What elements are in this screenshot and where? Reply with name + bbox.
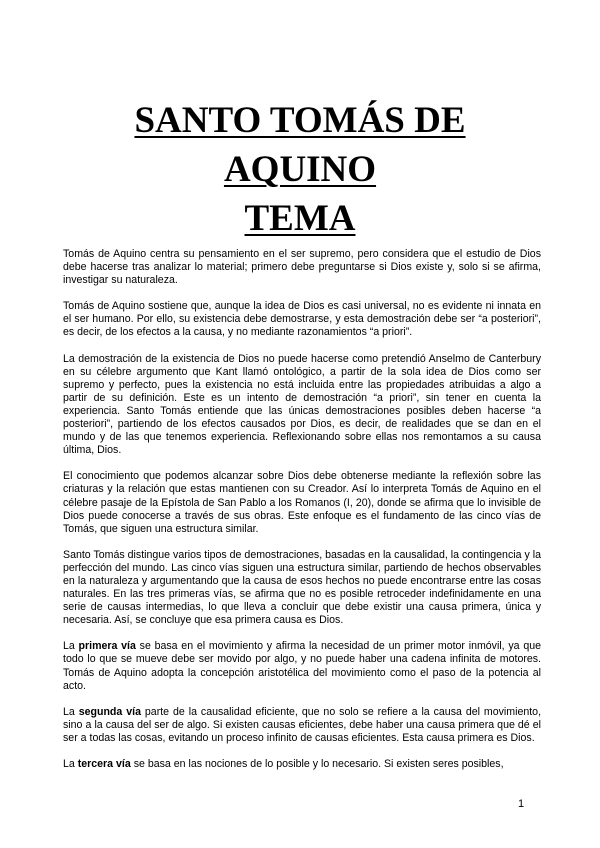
paragraph-rest: se basa en el movimiento y afirma la necesidad de un primer motor inmóvil, ya que todo lo que se mueve debe ser movido por algo, y no puede haber una cadena infinita de motores. Tomás de Aquino adopta la concepción aristotélica del movimiento como el paso de la potencia al acto. — [63, 640, 541, 692]
bold-term: primera vía — [78, 640, 136, 653]
title-line-1: SANTO TOMÁS DE — [134, 100, 466, 141]
paragraph-intro: Tomás de Aquino centra su pensamiento en el ser supremo, pero considera que el estudio de Dios debe hacerse tras analizar lo material; primero debe preguntarse si Dios existe y, solo si se afirma, investigar su naturaleza. — [63, 248, 541, 287]
paragraph-rest: parte de la causalidad eficiente, que no solo se refiere a la causa del movimiento, sino a la causa del ser de algo. Si existen causas eficientes, debe haber una causa primera que dé el ser a todas las cosas, evitando un proceso infinito de causas eficientes. Esta causa primera es Dios. — [63, 705, 542, 744]
title-line-2: AQUINO — [223, 149, 377, 190]
paragraph-prefix: La — [63, 758, 78, 770]
document-title — [0, 96, 600, 243]
paragraph-prefix: La — [63, 640, 79, 653]
paragraph-rest: se basa en las nociones de lo posible y lo necesario. Si existen seres posibles, — [130, 758, 504, 770]
paragraph-primera-via — [63, 640, 541, 692]
document-body — [63, 248, 541, 784]
paragraph-conocimiento: El conocimiento que podemos alcanzar sobre Dios debe obtenerse mediante la reflexión sobre las criaturas y la relación que estas mantienen con su Creador. Así lo interpreta Tomás de Aquino en el célebre pasaje de la Epístola de San Pablo a los Romanos (I, 20), donde se afirma que lo invisible de Dios puede conocerse a través de sus obras. Este enfoque es el fundamento de las cinco vías de Tomás, que siguen una estructura similar. — [63, 470, 541, 535]
title-line-3: TEMA — [244, 198, 356, 239]
paragraph-demostraciones: Santo Tomás distingue varios tipos de demostraciones, basadas en la causalidad, la contingencia y la perfección del mundo. Las cinco vías siguen una estructura similar, partiendo de hechos observables en la naturaleza y argumentando que la causa de esos hechos no puede encontrarse entre las cosas naturales. En las tres primeras vías, se afirma que no es posible retroceder indefinidamente en una serie de causas intermedias, lo que lleva a concluir que debe existir una causa primera, única y necesaria. Así, se concluye que esa primera causa es Dios. — [63, 548, 541, 627]
paragraph-prefix: La — [63, 705, 79, 718]
paragraph-tercera-via — [63, 758, 541, 771]
page-number: 1 — [518, 798, 525, 810]
bold-term: segunda vía — [78, 705, 141, 718]
paragraph-segunda-via — [63, 706, 541, 745]
paragraph-anselmo: La demostración de la existencia de Dios no puede hacerse como pretendió Anselmo de Canterbury en su célebre argumento que Kant llamó ontológico, a partir de la sola idea de Dios como ser supremo y perfecto, pues la existencia no está incluida entre las propiedades atribuidas a algo a partir de su definición. Este es un intento de demostración “a priori”, sin tener en cuenta la experiencia. Santo Tomás entiende que las únicas demostraciones posibles deben hacerse “a posteriori”, partiendo de los efectos causados por Dios, es decir, de realidades que se dan en el mundo y de las que tenemos experiencia. Reflexionando sobre ellas nos remontamos a su causa última, Dios. — [63, 352, 541, 457]
bold-term: tercera vía — [77, 758, 131, 770]
paragraph-a-posteriori: Tomás de Aquino sostiene que, aunque la idea de Dios es casi universal, no es evidente ni innata en el ser humano. Por ello, su existencia debe demostrarse, y esta demostración debe ser “a posteriori”, es decir, de los efectos a la causa, y no mediante razonamientos “a priori”. — [63, 300, 541, 339]
